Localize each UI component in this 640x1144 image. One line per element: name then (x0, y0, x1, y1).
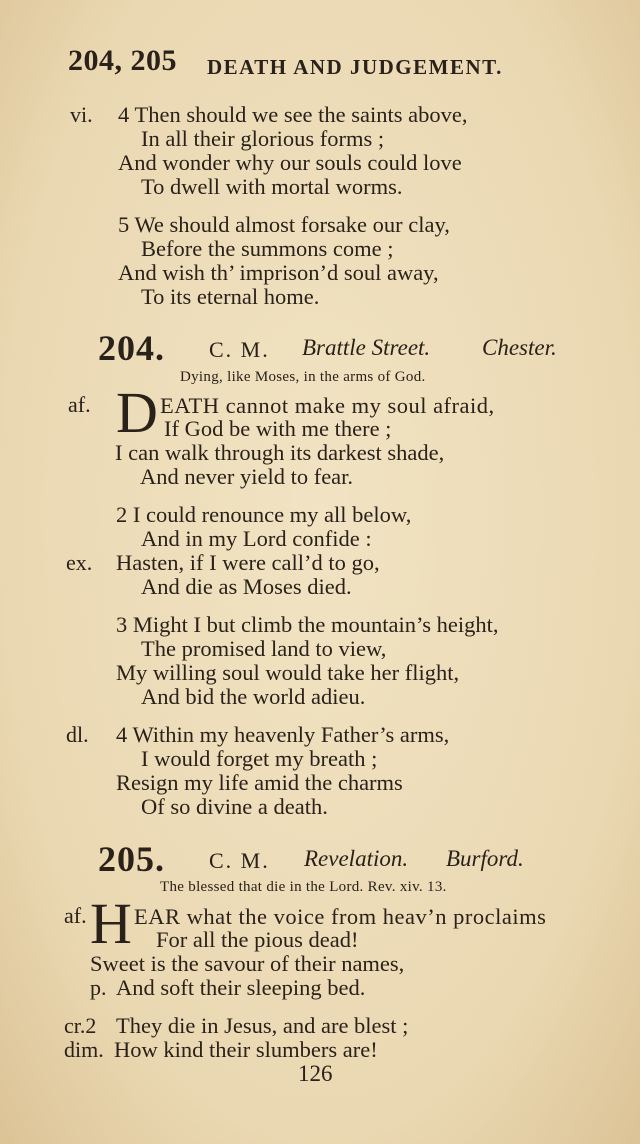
verse-line: To its eternal home. (141, 284, 320, 309)
hymn-meter: C. M. (209, 848, 270, 873)
verse-marker: vi. (70, 102, 93, 127)
dynamic-marker: cr.2 (64, 1013, 97, 1038)
verse-line: And soft their sleeping bed. (116, 975, 366, 1000)
hymn-subtitle: The blessed that die in the Lord. Rev. xiv. 13. (160, 879, 447, 895)
hymn-meter: C. M. (209, 337, 270, 362)
verse-line: For all the pious dead! (156, 927, 359, 952)
verse-line: I would forget my breath ; (141, 746, 378, 771)
verse-line: Before the summons come ; (141, 236, 394, 261)
verse-line: And in my Lord confide : (141, 526, 372, 551)
verse-line: And bid the world adieu. (141, 684, 366, 709)
verse-line: And wish th’ imprison’d soul away, (118, 260, 439, 285)
verse-line: EAR what the voice from heav’n proclaims (134, 904, 547, 929)
verse-line: And never yield to fear. (140, 464, 354, 489)
tune-name: Revelation. (304, 846, 409, 871)
drop-cap: D (116, 380, 158, 445)
verse-line: 4 Then should we see the saints above, (118, 102, 468, 127)
verse-line: 3 Might I but climb the mountain’s height, (116, 612, 499, 637)
hymn-subtitle: Dying, like Moses, in the arms of God. (180, 369, 426, 385)
tune-name: Chester. (482, 335, 557, 360)
verse-line: Hasten, if I were call’d to go, (116, 550, 380, 575)
verse-line: My willing soul would take her flight, (116, 660, 460, 685)
dynamic-marker: ex. (66, 550, 93, 575)
verse-line: And die as Moses died. (141, 574, 352, 599)
tune-name: Brattle Street. (302, 335, 431, 360)
verse-line: To dwell with mortal worms. (141, 174, 403, 199)
verse-line: And wonder why our souls could love (118, 150, 462, 175)
verse-line: In all their glorious forms ; (141, 126, 385, 151)
page-number: 126 (298, 1061, 333, 1086)
dynamic-marker: dim. (64, 1037, 104, 1062)
tune-name: Burford. (446, 846, 524, 871)
verse-line: Of so divine a death. (141, 794, 328, 819)
dynamic-marker: p. (90, 975, 107, 1000)
verse-line: 4 Within my heavenly Father’s arms, (116, 722, 450, 747)
dynamic-marker: af. (64, 903, 87, 928)
verse-line: If God be with me there ; (164, 416, 392, 441)
drop-cap: H (90, 891, 132, 956)
verse-line: The promised land to view, (141, 636, 387, 661)
dynamic-marker: dl. (66, 722, 89, 747)
verse-line: They die in Jesus, and are blest ; (116, 1013, 409, 1038)
running-header-title: DEATH AND JUDGEMENT. (207, 55, 503, 79)
hymn-number: 204. (98, 328, 165, 368)
hymn-number: 205. (98, 839, 165, 879)
verse-line: 5 We should almost forsake our clay, (118, 212, 450, 237)
verse-line: 2 I could renounce my all below, (116, 502, 412, 527)
verse-line: EATH cannot make my soul afraid, (160, 393, 495, 418)
dynamic-marker: af. (68, 392, 91, 417)
verse-line: How kind their slumbers are! (114, 1037, 378, 1062)
verse-line: Sweet is the savour of their names, (90, 951, 405, 976)
verse-line: Resign my life amid the charms (116, 770, 403, 795)
running-header-numbers: 204, 205 (68, 44, 177, 77)
verse-line: I can walk through its darkest shade, (115, 440, 445, 465)
